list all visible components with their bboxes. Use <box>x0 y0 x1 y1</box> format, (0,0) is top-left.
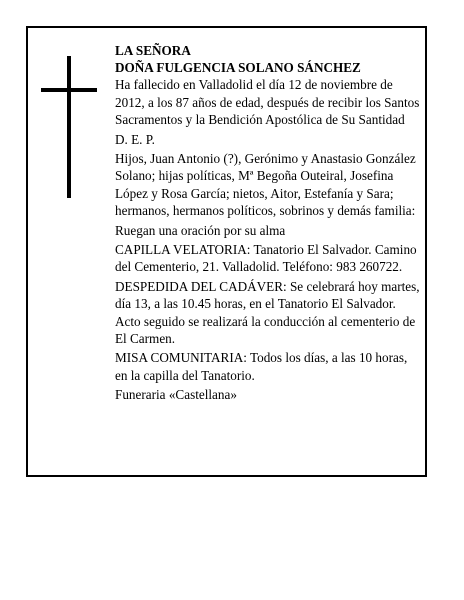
notice-title-prefix: LA SEÑORA <box>115 43 191 58</box>
prayer-request: Ruegan una oración por su alma <box>115 222 286 238</box>
deceased-name: DOÑA FULGENCIA SOLANO SÁNCHEZ <box>115 60 361 76</box>
death-announcement: Ha fallecido en Valladolid el día 12 de noviembre de 2012, a los 87 años de edad, después de recibir los Santos Sacramentos y la Bendición Apostólica de Su Santidad <box>115 77 420 127</box>
chapel-info: CAPILLA VELATORIA: Tanatorio El Salvador. Camino del Cementerio, 21. Valladolid. Teléfono: 983 260722. <box>115 242 417 275</box>
funeral-home: Funeraria «Castellana» <box>115 387 237 403</box>
family-list: Hijos, Juan Antonio (?), Gerónimo y Anastasio González Solano; hijas políticas, Mª Begoña Outeiral, Josefina López y Rosa García; nietos, Aitor, Estefanía y Sara; hermanos, hermanos políticos, sobrinos y demás familia: <box>115 151 416 218</box>
farewell-info: DESPEDIDA DEL CADÁVER: Se celebrará hoy martes, día 13, a las 10.45 horas, en el Tanatorio El Salvador. Acto seguido se realizará la conducción al cementerio de El Carmen. <box>115 279 420 346</box>
obituary-notice <box>26 26 427 477</box>
cross-icon <box>41 56 97 198</box>
cross-vertical-bar <box>67 56 71 198</box>
rip-line: D. E. P. <box>115 131 155 147</box>
cross-horizontal-bar <box>41 88 97 92</box>
mass-info: MISA COMUNITARIA: Todos los días, a las 10 horas, en la capilla del Tanatorio. <box>115 350 408 383</box>
notice-text <box>115 42 423 406</box>
